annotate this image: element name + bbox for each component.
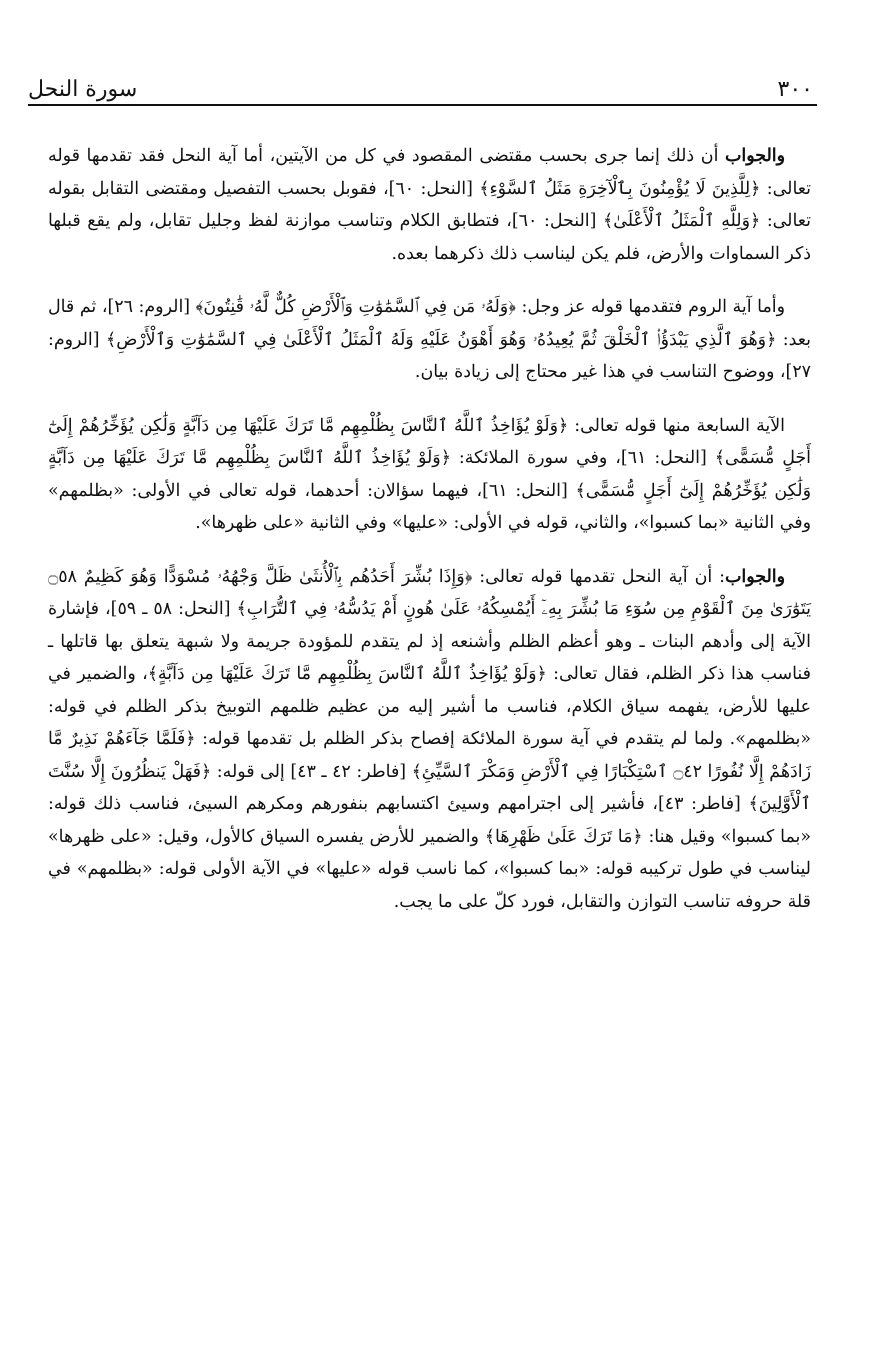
paragraph-lead: والجواب [725,566,785,587]
surah-title: سورة النحل [28,77,138,102]
page-number: ٣٠٠ [777,77,813,102]
paragraph [48,561,811,919]
paragraph-lead: والجواب [725,146,785,166]
paragraph [48,291,811,389]
page-header [28,58,813,102]
paragraph-text: الآية السابعة منها قوله تعالى: ﴿وَلَوْ يُؤَاخِذُ ٱللَّهُ ٱلنَّاسَ بِظُلْمِهِم مَّا تَرَكَ عَلَيْهَا مِن دَآبَّةٍ وَلَٰكِن يُؤَخِّرُهُمْ إِلَىٰٓ أَجَلٍ مُّسَمًّى﴾ [النحل: ٦١]، وفي سورة الملائكة: ﴿وَلَوْ يُؤَاخِذُ ٱللَّهُ ٱلنَّاسَ بِظُلْمِهِم مَّا تَرَكَ عَلَيْهَا مِن دَآبَّةٍ وَلَٰكِن يُؤَخِّرُهُمْ إِلَىٰٓ أَجَلٍ مُّسَمًّى﴾ [النحل: ٦١]، فيهما سؤالان: أحدهما، قوله تعالى في الأولى: «بظلمهم» وفي الثانية «بما كسبوا»، والثاني، قوله في الأولى: «عليها» وفي الثانية «على ظهرها». [48,415,812,533]
paragraph [48,140,811,270]
paragraph-text: أن ذلك إنما جرى بحسب مقتضى المقصود في كل من الآيتين، أما آية النحل فقد تقدمها قوله تعالى: ﴿لِلَّذِينَ لَا يُؤْمِنُونَ بِٱلْآخِرَةِ مَثَلُ ٱلسَّوْءِ﴾ [النحل: ٦٠]، فقوبل بحسب التفصيل ومقتضى التقابل بقوله تعالى: ﴿وَلِلَّهِ ٱلْمَثَلُ ٱلْأَعْلَىٰ﴾ [النحل: ٦٠]، فتطابق الكلام وتناسب موازنة لفظ وجليل تقابل، ولم يقع قبلها ذكر السماوات والأرض، فلم يكن ليناسب ذلك ذكرهما بعده. [48,146,811,264]
paragraph-text: : أن آية النحل تقدمها قوله تعالى: ﴿وَإِذَا بُشِّرَ أَحَدُهُم بِٱلْأُنثَىٰ ظَلَّ وَجْهُهُۥ مُسْوَدًّا وَهُوَ كَظِيمٌ ۝٥٨ يَتَوَٰرَىٰ مِنَ ٱلْقَوْمِ مِن سُوٓءِ مَا بُشِّرَ بِهِۦٓ أَيُمْسِكُهُۥ عَلَىٰ هُونٍ أَمْ يَدُسُّهُۥ فِي ٱلتُّرَابِ﴾ [النحل: ٥٨ ـ ٥٩]، فإشارة الآية إلى وأدهم البنات ـ وهو أعظم الظلم وأشنعه إذ لم يتقدم للمؤودة جريمة ولا شبهة يتعلق بها قاتلها ـ فناسب هذا ذكر الظلم، فقال تعالى: ﴿وَلَوْ يُؤَاخِذُ ٱللَّهُ ٱلنَّاسَ بِظُلْمِهِم مَّا تَرَكَ عَلَيْهَا مِن دَآبَّةٍ﴾، والضمير في عليها للأرض، يفهمه سياق الكلام، فناسب ما أشير إليه من عظيم ظلمهم التوبيخ بذكر الظلم في قوله: «بظلمهم». ولما لم يتقدم في آية سورة الملائكة إفصاح بذكر الظلم بل تقدمها قوله: ﴿فَلَمَّا جَآءَهُمْ نَذِيرٌ مَّا زَادَهُمْ إِلَّا نُفُورًا ۝٤٢ ٱسْتِكْبَارًا فِي ٱلْأَرْضِ وَمَكْرَ ٱلسَّيِّئِ﴾ [فاطر: ٤٢ ـ ٤٣] إلى قوله: ﴿فَهَلْ يَنظُرُونَ إِلَّا سُنَّتَ ٱلْأَوَّلِينَ﴾ [فاطر: ٤٣]، فأشير إلى اجترامهم وسيئ اكتسابهم بنفورهم ومكرهم السيئ، فناسب ذلك قوله: «بما كسبوا» وقيل هنا: ﴿مَا تَرَكَ عَلَىٰ ظَهْرِهَا﴾ والضمير للأرض يفسره السياق كالأول، وقيل: «على ظهرها» ليناسب في طول تركيبه قوله: «بما كسبوا»، كما ناسب قوله «عليها» في الآية الأولى قوله: «بظلمهم» في قلة حروفه تناسب التوازن والتقابل، فورد كلّ على ما يجب. [48,566,812,912]
paragraph [48,410,811,540]
paragraph-text: وأما آية الروم فتقدمها قوله عز وجل: ﴿وَلَهُۥ مَن فِي ٱلسَّمَٰوَٰتِ وَٱلْأَرْضِ كُلٌّ لَّهُۥ قَٰنِتُونَ﴾ [الروم: ٢٦]، ثم قال بعد: ﴿وَهُوَ ٱلَّذِي يَبْدَؤُا۟ ٱلْخَلْقَ ثُمَّ يُعِيدُهُۥ وَهُوَ أَهْوَنُ عَلَيْهِ وَلَهُ ٱلْمَثَلُ ٱلْأَعْلَىٰ فِي ٱلسَّمَٰوَٰتِ وَٱلْأَرْضِ﴾ [الروم: ٢٧]، ووضوح التناسب في هذا غير محتاج إلى زيادة بيان. [48,297,811,382]
body-text [48,140,811,939]
header-rule [28,104,817,106]
